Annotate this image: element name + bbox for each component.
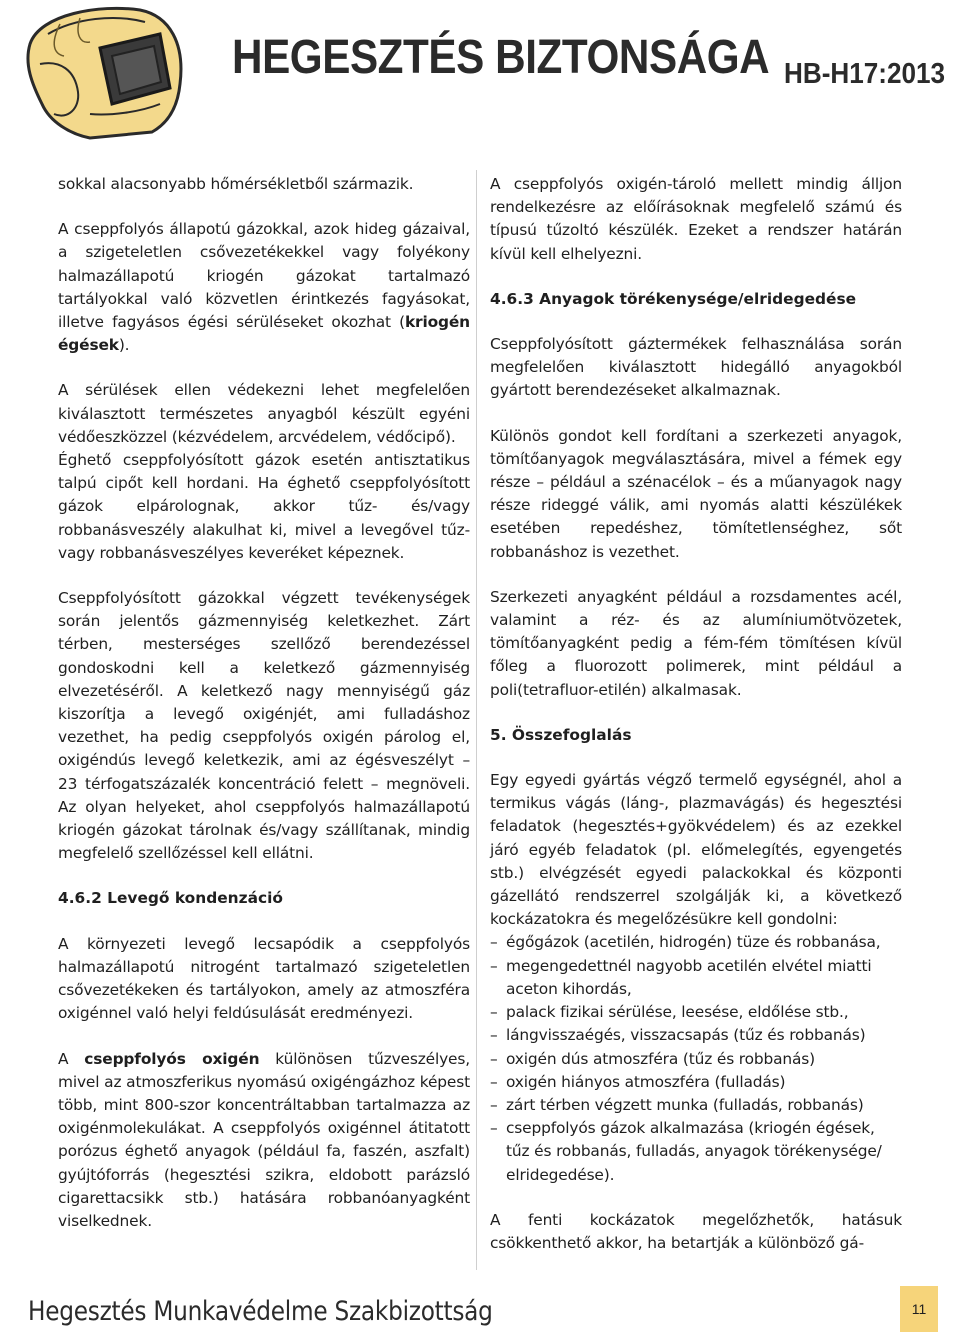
list-item: – cseppfolyós gázok alkalmazása (kriogén égések, tűz és robbanás, fulladás, anyagok törékenysége/ elridegedése). [490,1117,902,1187]
text-run: A [58,1049,85,1068]
section-heading: 5. Összefoglalás [490,725,632,744]
section-heading: 4.6.2 Levegő kondenzáció [58,889,283,908]
list-item: – oxigén hiányos atmoszféra (fulladás) [490,1071,902,1094]
list-item: – oxigén dús atmoszféra (tűz és robbanás) [490,1048,902,1071]
text-run: ). [118,336,130,355]
paragraph [58,1048,470,1234]
paragraph: Cseppfolyósított gázokkal végzett tevékenységek során jelentős gázmennyiség keletkezhet. Zárt térben, mesterséges szellőző berendezéssel gondoskodni kell a keletkező gázmennyiség elvezetéséről. A keletkező nagy mennyiségű gáz kiszorítja a levegő oxigénjét, ami fulladáshoz vezethet, ha pedig cseppfolyós oxigén párolog el, oxigéndús levegő keletkezik, ami az égésveszélyt – 23 térfogatszázalék koncentráció felett – megnöveli. Az olyan helyeket, ahol cseppfolyós halmazállapotú kriogén gázokat tárolnak és/vagy szállítanak, mindig megfelelő szellőzéssel kell ellátni. [58,589,470,863]
risk-list [490,931,902,1186]
left-column [58,173,470,1255]
right-column [490,173,902,1277]
footer-organization: Hegesztés Munkavédelme Szakbizottság [28,1296,493,1327]
list-item: – palack fizikai sérülése, leesése, eldőlése stb., [490,1001,902,1024]
page-number-badge [900,1286,938,1332]
column-divider [476,170,477,1270]
paragraph: Egy egyedi gyártás végző termelő egységnél, ahol a termikus vágás (láng-, plazmavágás) és hegesztési feladatok (hegesztés+gyökvédelem) és az ezekkel járó egyéb feladatok (pl. előmelegítés, egyengetés stb.) elvégzését egyedi palackokkal és központi gázellátó rendszerrel szolgálják ki, a következő kockázatokra és megelőzésükre kell gondolni: [490,771,902,929]
list-item: – zárt térben végzett munka (fulladás, robbanás) [490,1094,902,1117]
paragraph: A sérülések ellen védekezni lehet megfelelően kiválasztott természetes anyagból készült egyéni védőeszközzel (kézvédelem, arcvédelem, védőcipő). [58,381,470,446]
paragraph: Cseppfolyósított gáztermékek felhasználása során megfelelően kiválasztott hidegálló anyagokból gyártott berendezéseket alkalmaznak. [490,335,902,400]
section-heading: 4.6.3 Anyagok törékenysége/elridegedése [490,289,857,308]
paragraph: A környezeti levegő lecsapódik a cseppfolyós halmazállapotú nitrogént tartalmazó szigeteletlen csővezetékeken és tartályokon, amely az atmoszféra oxigénnel való helyi feldúsulását eredményezi. [58,934,470,1023]
list-item: – égőgázok (acetilén, hidrogén) tüze és robbanása, [490,931,902,954]
page-title: HEGESZTÉS BIZTONSÁGA [232,31,770,84]
paragraph [58,218,470,357]
text-run: A cseppfolyós állapotú gázokkal, azok hideg gázaival, a szigeteletlen csővezetékekkel vagy folyékony halmazállapotú kriogén gázokat tartalmazó tartályokkal való közvetlen érintkezés fagyásokat, illetve fagyásos égési sérüléseket okozhat ( [58,220,470,332]
paragraph: A cseppfolyós oxigén-tároló mellett mindig álljon rendelkezésre az előírásoknak megfelelő számú és típusú tűzoltó készülék. Ezeket a rendszer határán kívül kell elhelyezni. [490,175,902,263]
paragraph: Éghető cseppfolyósított gázok esetén antisztatikus talpú cipőt kell hordani. Ha éghető cseppfolyósított gázok elpárolognak, akkor tűz- és/vagy robbanásveszély alakulhat ki, mivel a levegővel tűz- vagy robbanásveszélyes keveréket képeznek. [58,451,470,562]
paragraph: Különös gondot kell fordítani a szerkezeti anyagok, tömítőanyagok megválasztására, mivel a fémek egy része – például a szénacélok – és a műanyagok nagy része rideggé válik, ami nyomás alatti készülékek esetében repedéshez, tömítetlenséghez, sőt robbanáshoz is vezethet. [490,426,902,561]
paragraph: Szerkezeti anyagként például a rozsdamentes acél, valamint a réz- és az alumíniumötvözetek, tömítőanyagként pedig a fém-fém tömítésen kívül főleg a fluorozott polimerek, mint például a poli(tetrafluor-etilén) alkalmasak. [490,587,902,699]
list-item: – lángvisszaégés, visszacsapás (tűz és robbanás) [490,1024,902,1047]
bold-term: cseppfolyós oxigén [84,1049,260,1068]
welding-helmet-icon [20,4,198,142]
paragraph: A fenti kockázatok megelőzhetők, hatásuk csökkenthető akkor, ha betartják a különböző gá- [490,1210,902,1252]
text-run: különösen tűzveszélyes, mivel az atmoszferikus nyomású oxigéngázhoz képest több, mint 800-szor koncentráltabban tartalmazza az oxigénmolekulákat. A cseppfolyós oxigénnel átitatott porózus éghető anyagok (például fa, faszén, aszfalt) gyújtóforrás (hegesztési szikra, eldobott parázsló cigarettacsikk stb.) hatására robbanóanyagként viselkednek. [58,1049,470,1230]
list-item: – megengedettnél nagyobb acetilén elvétel miatti aceton kihordás, [490,955,902,1001]
page-number: 11 [911,1301,927,1317]
document-code: HB-H17:2013 [784,58,946,90]
bold-term: kriogén égések [58,313,470,355]
paragraph: sokkal alacsonyabb hőmérsékletből származik. [58,175,414,193]
